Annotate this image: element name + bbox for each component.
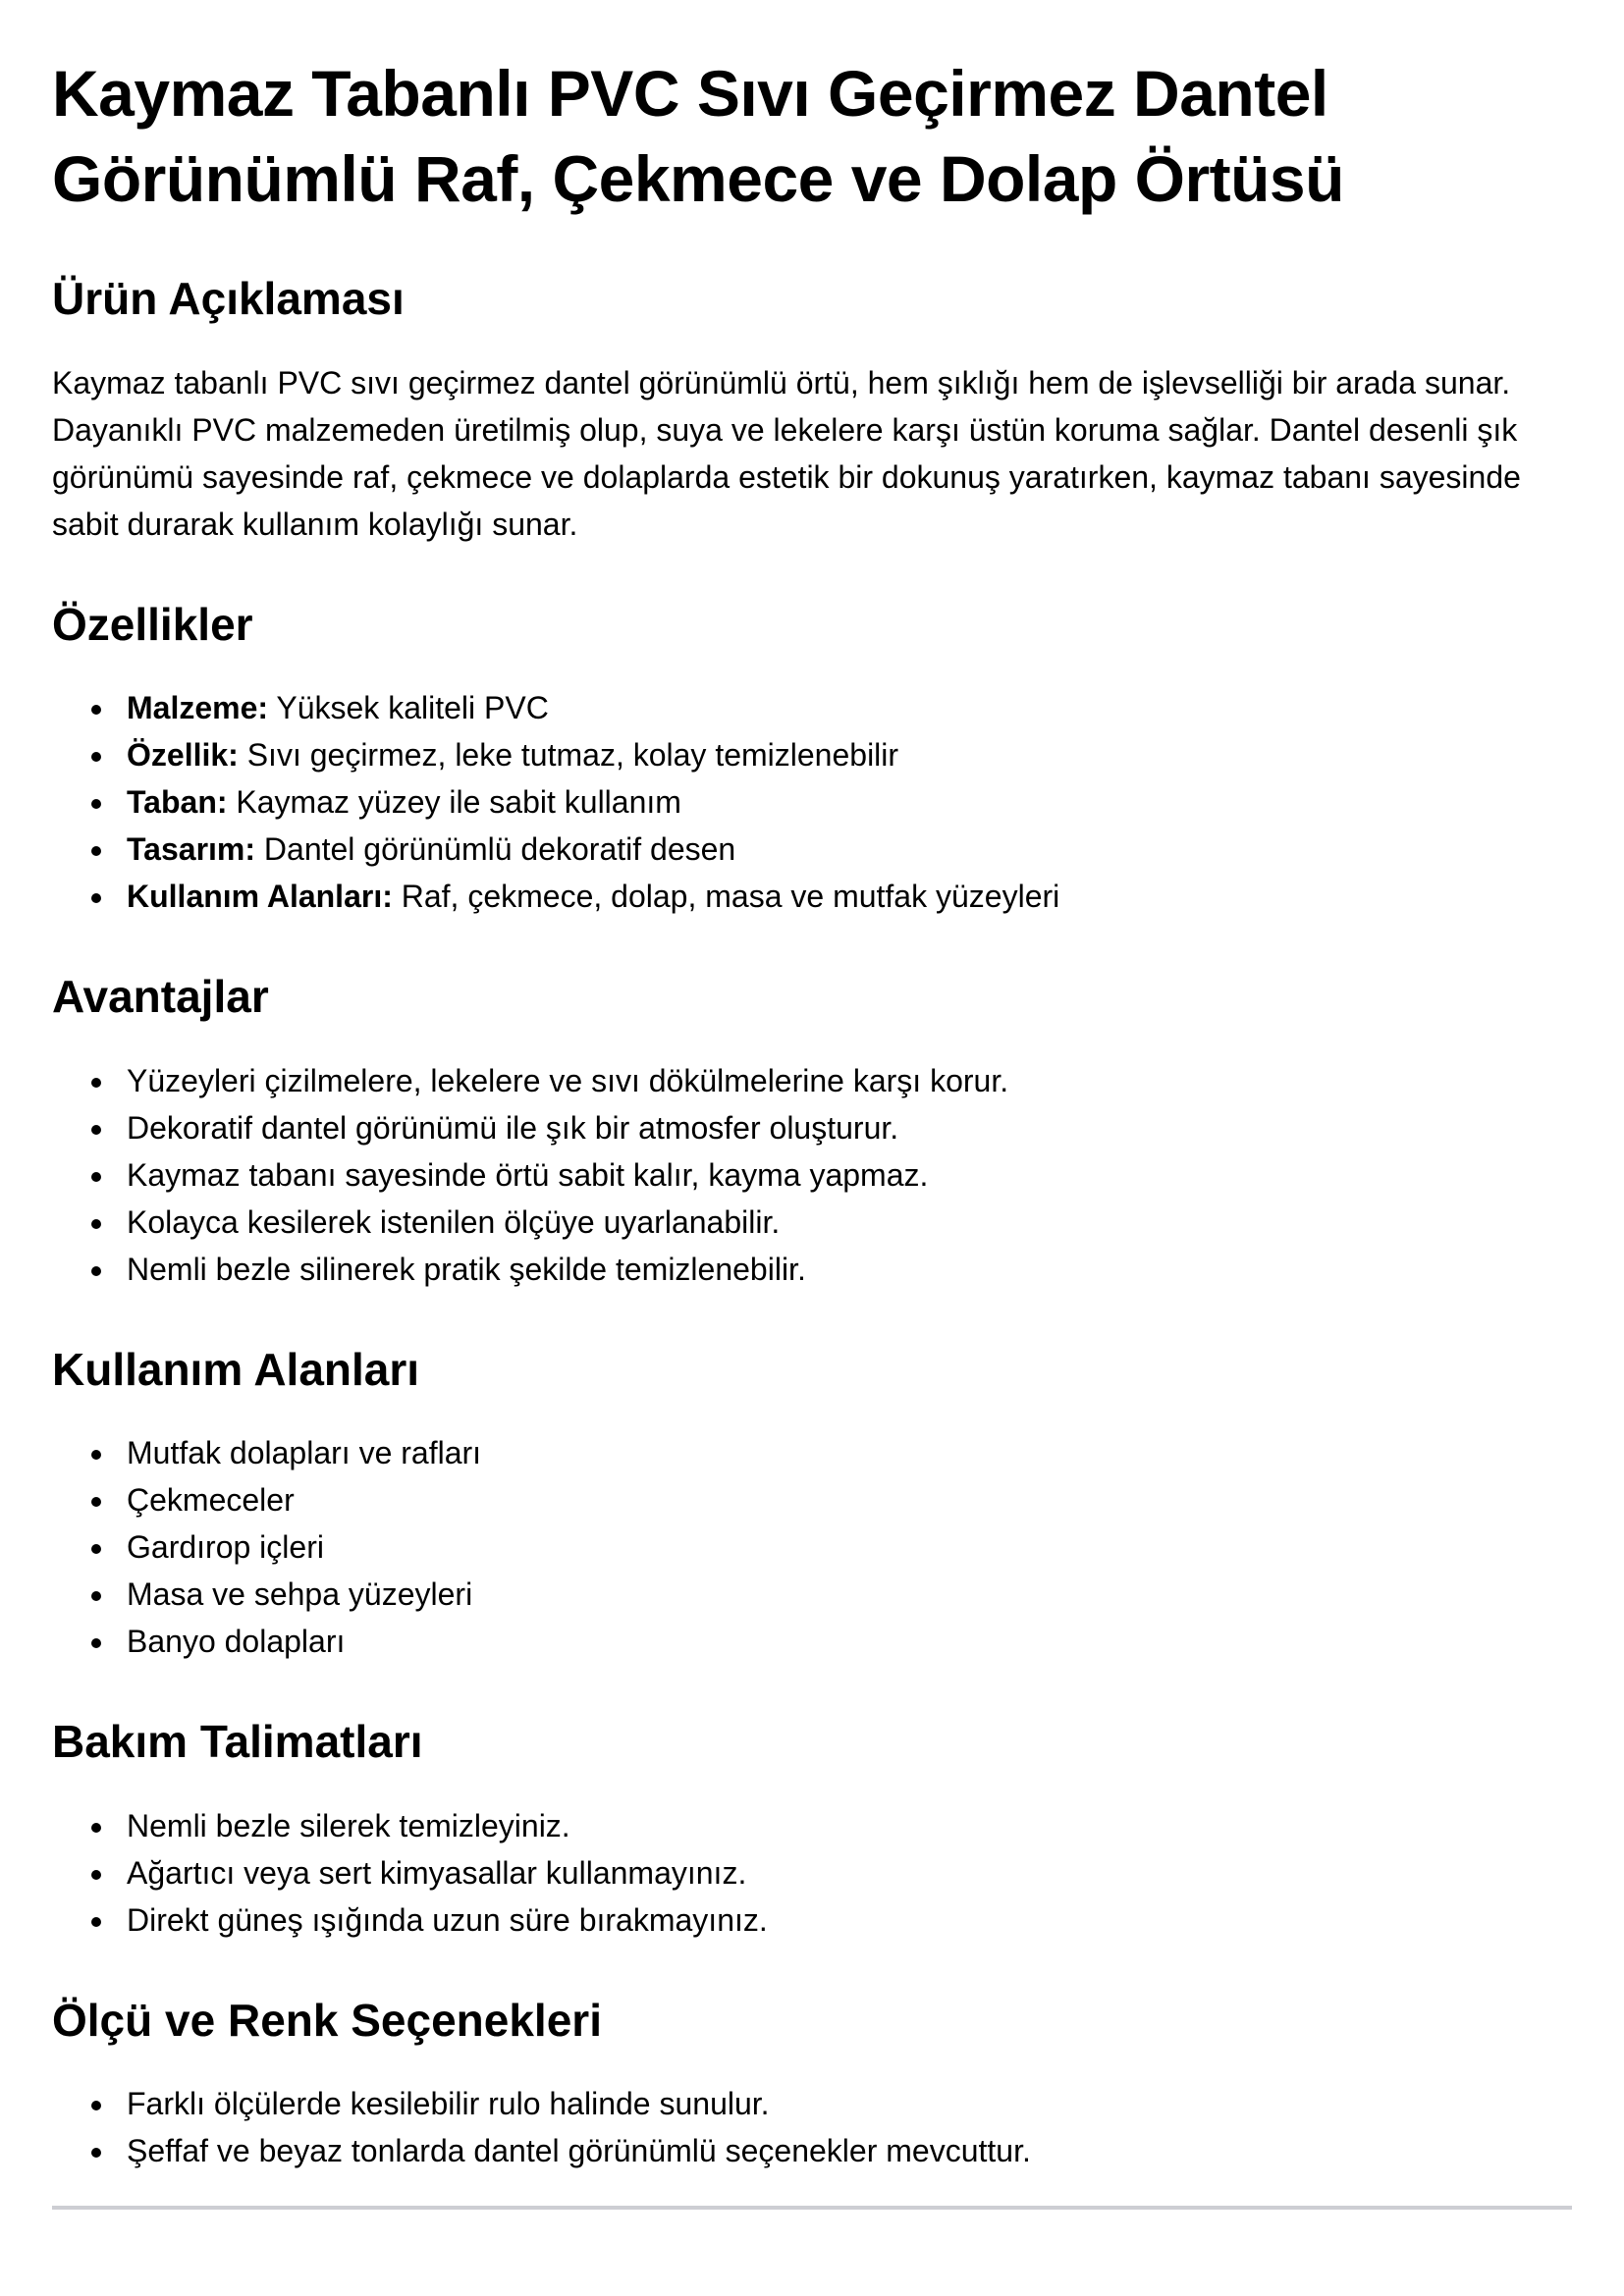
list-item-text: Masa ve sehpa yüzeyleri — [127, 1576, 473, 1613]
list-item-text: Banyo dolapları — [127, 1624, 346, 1660]
usage-areas-list — [52, 1429, 1572, 1665]
list-item-text: Sıvı geçirmez, leke tutmaz, kolay temizlenebilir — [238, 737, 899, 774]
list-item-text: Kolayca kesilerek istenilen ölçüye uyarlanabilir. — [127, 1203, 781, 1240]
features-list — [52, 684, 1572, 920]
size-color-options-list — [52, 2080, 1572, 2174]
list-item — [117, 1151, 1572, 1199]
list-item — [117, 778, 1572, 826]
list-item-text: Dekoratif dantel görünümü ile şık bir atmosfer oluşturur. — [127, 1109, 899, 1146]
list-item — [117, 2127, 1572, 2174]
list-item-text: Çekmeceler — [127, 1482, 295, 1519]
section-heading-ozellikler: Özellikler — [52, 598, 253, 650]
list-item-text: Direkt güneş ışığında uzun süre bırakmayınız. — [127, 1901, 768, 1938]
section-urun-aciklamasi — [52, 271, 1572, 548]
list-item-term: Kullanım Alanları: — [127, 879, 393, 915]
list-item — [117, 1571, 1572, 1618]
section-olcu-ve-renk — [52, 1993, 1572, 2175]
section-avantajlar — [52, 969, 1572, 1293]
list-item — [117, 2080, 1572, 2127]
list-item — [117, 1523, 1572, 1571]
list-item — [117, 1104, 1572, 1151]
section-heading-avantajlar: Avantajlar — [52, 971, 269, 1023]
product-description-paragraph: Kaymaz tabanlı PVC sıvı geçirmez dantel görünümlü örtü, hem şıklığı hem de işlevselliği bir arada sunar. Dayanıklı PVC malzemeden üretilmiş olup, suya ve lekelere karşı üstün koruma sağlar. Dantel desenli şık görünümü sayesinde raf, çekmece ve dolaplarda estetik bir dokunuş yaratırken, kaymaz tabanı sayesinde sabit durarak kullanım kolaylığı sunar. — [52, 364, 1521, 542]
list-item-text: Yüzeyleri çizilmelere, lekelere ve sıvı dökülmelerine karşı korur. — [127, 1062, 1009, 1098]
list-item-term: Tasarım: — [127, 831, 256, 868]
page-title: Kaymaz Tabanlı PVC Sıvı Geçirmez Dantel Görünümlü Raf, Çekmece ve Dolap Örtüsü — [52, 57, 1344, 216]
list-item-text: Ağartıcı veya sert kimyasallar kullanmayınız. — [127, 1854, 747, 1891]
list-item — [117, 1057, 1572, 1104]
section-bakim-talimatlari — [52, 1714, 1572, 1944]
list-item-text: Nemli bezle silinerek pratik şekilde temizlenebilir. — [127, 1251, 806, 1287]
list-item — [117, 1802, 1572, 1849]
list-item-text: Mutfak dolapları ve rafları — [127, 1435, 482, 1471]
list-item-text: Raf, çekmece, dolap, masa ve mutfak yüzeyleri — [392, 879, 1060, 915]
section-heading-urun-aciklamasi: Ürün Açıklaması — [52, 273, 405, 325]
list-item — [117, 826, 1572, 873]
list-item-text: Kaymaz tabanı sayesinde örtü sabit kalır, kayma yapmaz. — [127, 1156, 929, 1193]
list-item-text: Kaymaz yüzey ile sabit kullanım — [227, 784, 681, 821]
section-heading-kullanim-alanlari: Kullanım Alanları — [52, 1343, 420, 1395]
bottom-divider — [52, 2206, 1572, 2210]
list-item — [117, 1618, 1572, 1665]
list-item-text: Yüksek kaliteli PVC — [268, 690, 549, 726]
list-item-term: Özellik: — [127, 737, 239, 774]
section-ozellikler — [52, 597, 1572, 921]
list-item — [117, 1429, 1572, 1476]
advantages-list — [52, 1057, 1572, 1293]
list-item-term: Malzeme: — [127, 690, 269, 726]
list-item — [117, 731, 1572, 778]
list-item — [117, 1476, 1572, 1523]
section-kullanim-alanlari — [52, 1342, 1572, 1666]
list-item-text: Farklı ölçülerde kesilebilir rulo halinde sunulur. — [127, 2086, 770, 2122]
list-item-text: Dantel görünümlü dekoratif desen — [255, 831, 736, 868]
list-item-term: Taban: — [127, 784, 228, 821]
section-heading-olcu-ve-renk: Ölçü ve Renk Seçenekleri — [52, 1994, 602, 2046]
list-item — [117, 1896, 1572, 1944]
list-item — [117, 684, 1572, 731]
care-instructions-list — [52, 1802, 1572, 1944]
list-item — [117, 1246, 1572, 1293]
list-item-text: Gardırop içleri — [127, 1529, 324, 1566]
list-item — [117, 873, 1572, 920]
list-item-text: Nemli bezle silerek temizleyiniz. — [127, 1807, 570, 1843]
list-item — [117, 1849, 1572, 1896]
list-item-text: Şeffaf ve beyaz tonlarda dantel görünümlü seçenekler mevcuttur. — [127, 2133, 1031, 2169]
list-item — [117, 1199, 1572, 1246]
section-heading-bakim-talimatlari: Bakım Talimatları — [52, 1716, 423, 1768]
